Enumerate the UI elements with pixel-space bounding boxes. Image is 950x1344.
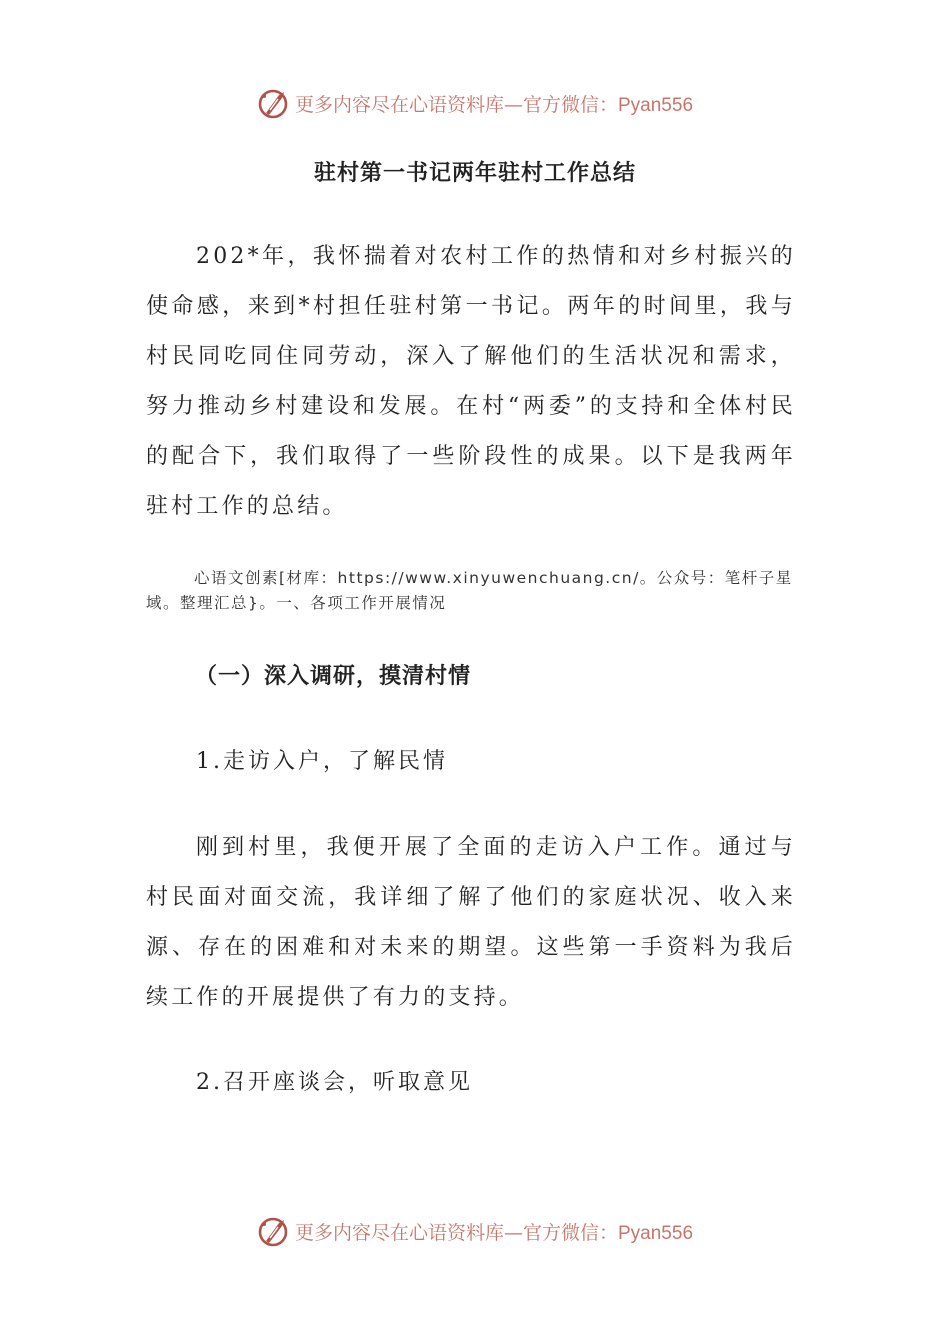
header-banner	[0, 83, 950, 123]
source-note: 心语文创素[材库：https://www.xinyuwenchuang.cn/。公众号：笔杆子星域。整理汇总}。一、各项工作开展情况	[146, 569, 793, 612]
subheading-1: 1.走访入户，了解民情	[196, 749, 448, 774]
subheading-2: 2.召开座谈会，听取意见	[196, 1070, 473, 1095]
body-paragraph-1: 刚到村里，我便开展了全面的走访入户工作。通过与村民面对面交流，我详细了解了他们的家庭状况、收入来源、存在的困难和对未来的期望。这些第一手资料为我后续工作的开展提供了有力的支持。	[146, 835, 796, 1010]
banner-text	[295, 90, 693, 117]
banner-separator: —	[503, 93, 523, 116]
banner-main-text: 更多内容尽在心语资料库	[294, 1221, 504, 1244]
banner-separator: —	[503, 1221, 523, 1244]
intro-section	[146, 232, 796, 532]
pen-logo-icon	[257, 86, 291, 120]
footer-banner	[0, 1211, 950, 1251]
banner-official-label: 官方微信：	[522, 1221, 618, 1244]
banner-text	[295, 1218, 693, 1245]
banner-handle: Pyan556	[618, 1222, 694, 1244]
banner-handle: Pyan556	[618, 94, 694, 116]
document-title: 驻村第一书记两年驻村工作总结	[313, 161, 636, 186]
banner-main-text: 更多内容尽在心语资料库	[294, 93, 504, 116]
body-section	[146, 823, 796, 1023]
intro-paragraph: 202*年，我怀揣着对农村工作的热情和对乡村振兴的使命感，来到*村担任驻村第一书记。两年的时间里，我与村民同吃同住同劳动，深入了解他们的生活状况和需求，努力推动乡村建设和发展。在村“两委”的支持和全体村民的配合下，我们取得了一些阶段性的成果。以下是我两年驻村工作的总结。	[146, 244, 796, 519]
pen-logo-icon	[257, 1214, 291, 1248]
section-heading: （一）深入调研，摸清村情	[195, 664, 472, 689]
banner-official-label: 官方微信：	[522, 93, 618, 116]
